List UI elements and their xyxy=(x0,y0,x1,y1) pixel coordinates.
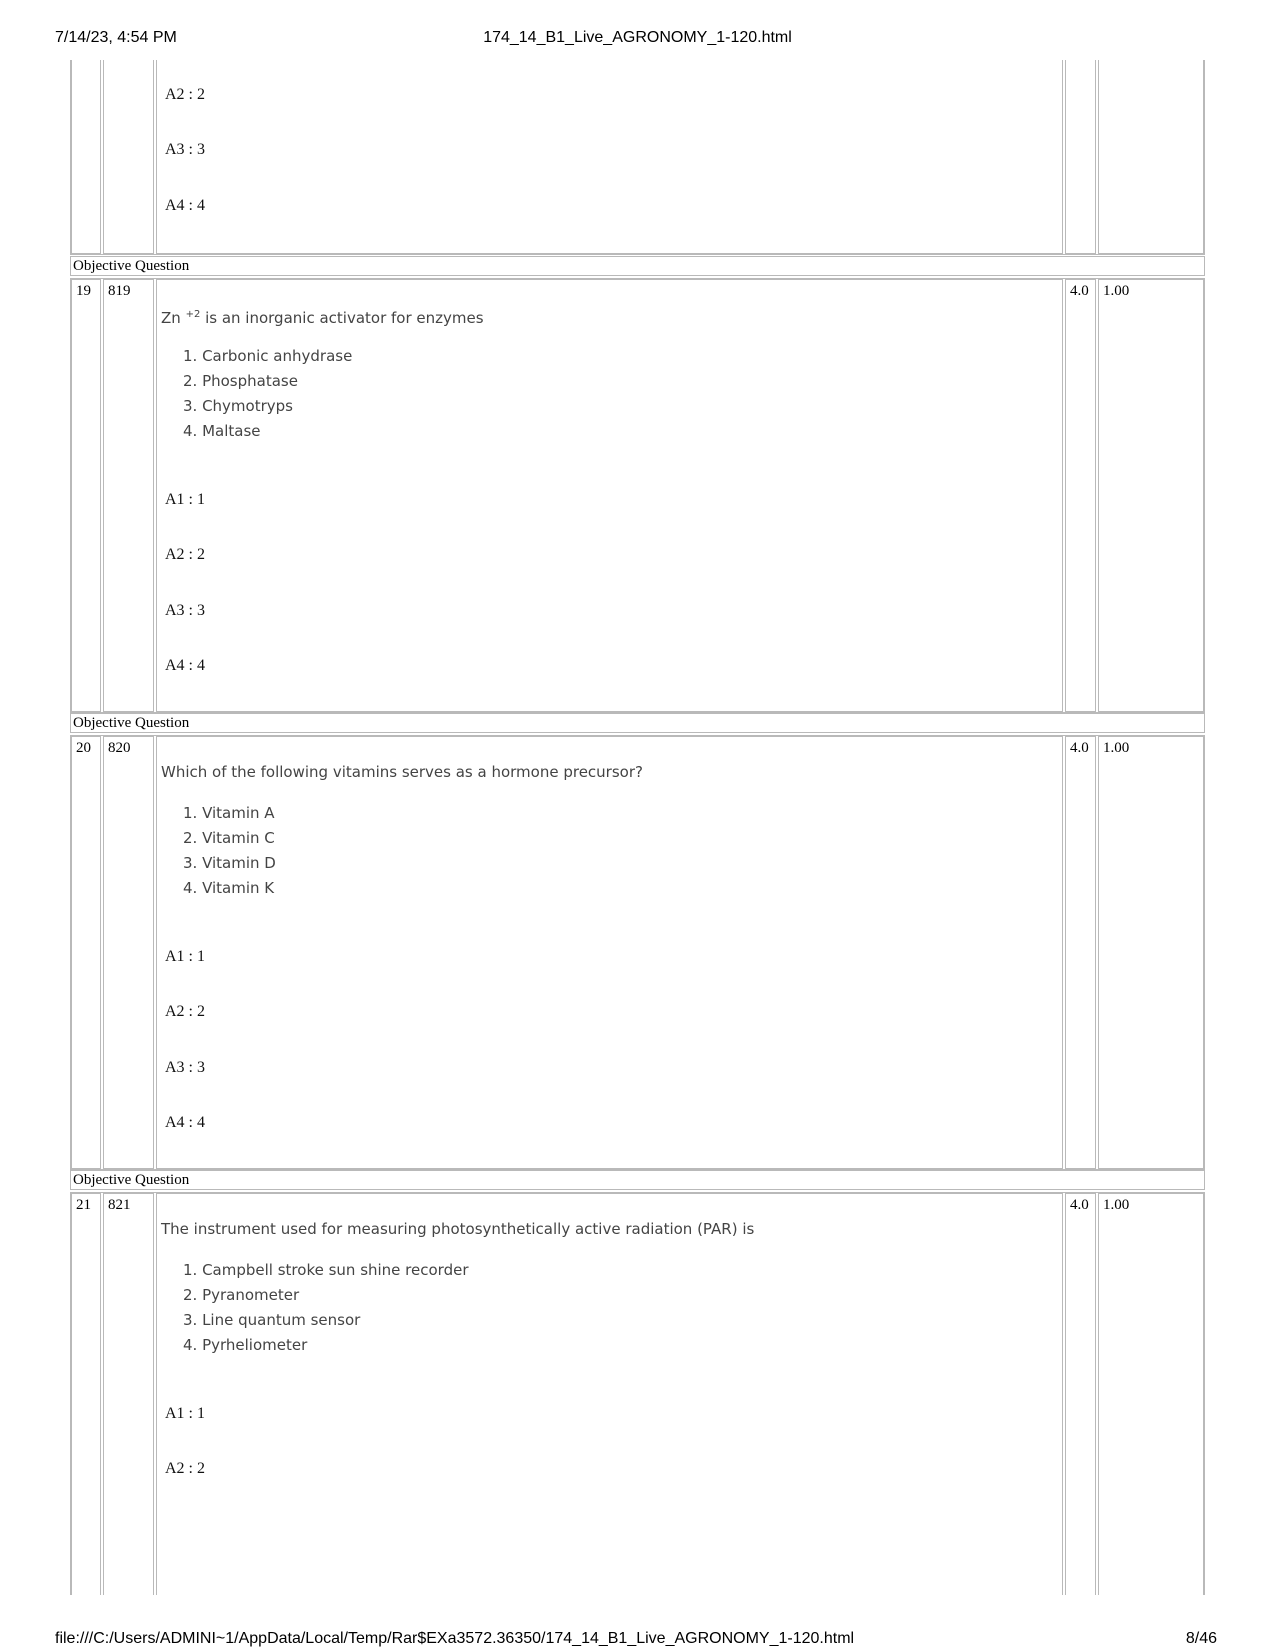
question-id: 820 xyxy=(108,740,131,756)
print-datetime: 7/14/23, 4:54 PM xyxy=(55,29,177,46)
marks-value: 4.0 xyxy=(1070,740,1089,756)
option-item: 2. Vitamin C xyxy=(183,829,275,847)
negative-marks-value: 1.00 xyxy=(1103,740,1130,756)
answer-option-4: A4 : 4 xyxy=(165,1114,205,1131)
option-item: 4. Maltase xyxy=(183,422,261,440)
answer-option-1: A1 : 1 xyxy=(165,1405,205,1422)
answer-option-3: A3 : 3 xyxy=(165,141,205,158)
question-block-previous xyxy=(70,60,1205,255)
option-item: 3. Line quantum sensor xyxy=(183,1311,361,1329)
serial-cell xyxy=(71,60,101,254)
option-item: 1. Campbell stroke sun shine recorder xyxy=(183,1261,469,1279)
negative-marks-cell xyxy=(1098,1193,1204,1595)
negative-marks-cell xyxy=(1098,60,1204,254)
serial-cell xyxy=(71,736,101,1169)
question-table xyxy=(70,60,1205,1595)
answer-option-1: A1 : 1 xyxy=(165,491,205,508)
question-id-cell xyxy=(103,736,154,1169)
marks-value: 4.0 xyxy=(1070,283,1089,299)
question-id: 819 xyxy=(108,283,131,299)
question-text: Zn $^{+2}$ is an inorganic activator for enzymes xyxy=(161,309,484,327)
print-document-title: 174_14_B1_Live_AGRONOMY_1-120.html xyxy=(483,29,792,46)
question-block-19 xyxy=(70,278,1205,713)
question-text: Which of the following vitamins serves as a hormone precursor? xyxy=(161,763,643,781)
question-id-cell xyxy=(103,1193,154,1595)
option-item: 2. Pyranometer xyxy=(183,1286,300,1304)
option-item: 4. Pyrheliometer xyxy=(183,1336,308,1354)
print-file-path: file:///C:/Users/ADMINI~1/AppData/Local/Temp/Rar$EXa3572.36350/174_14_B1_Live_AGRONOMY_1-120.html xyxy=(55,1630,855,1647)
question-text: The instrument used for measuring photosynthetically active radiation (PAR) is xyxy=(161,1220,755,1238)
marks-cell xyxy=(1065,279,1096,712)
question-block-20 xyxy=(70,735,1205,1170)
superscript: +2 xyxy=(185,309,201,320)
marks-value: 4.0 xyxy=(1070,1197,1089,1213)
section-label: Objective Question xyxy=(73,258,190,274)
option-item: 1. Carbonic anhydrase xyxy=(183,347,353,365)
answer-option-4: A4 : 4 xyxy=(165,197,205,214)
section-label-row xyxy=(70,256,1205,276)
answer-option-2: A2 : 2 xyxy=(165,1460,205,1477)
negative-marks-value: 1.00 xyxy=(1103,1197,1130,1213)
answer-option-3: A3 : 3 xyxy=(165,1059,205,1076)
marks-cell xyxy=(1065,736,1096,1169)
section-label: Objective Question xyxy=(73,1172,190,1188)
print-header xyxy=(0,29,1275,51)
answer-option-4: A4 : 4 xyxy=(165,657,205,674)
marks-cell xyxy=(1065,1193,1096,1595)
serial-cell xyxy=(71,279,101,712)
question-id-cell xyxy=(103,60,154,254)
negative-marks-cell xyxy=(1098,279,1204,712)
negative-marks-value: 1.00 xyxy=(1103,283,1130,299)
section-label-row xyxy=(70,713,1205,733)
print-page-number: 8/46 xyxy=(1185,1630,1217,1647)
answer-option-2: A2 : 2 xyxy=(165,546,205,563)
marks-cell xyxy=(1065,60,1096,254)
question-id: 821 xyxy=(108,1197,131,1213)
question-content-cell xyxy=(156,60,1063,254)
serial-number: 19 xyxy=(76,283,91,299)
answer-option-2: A2 : 2 xyxy=(165,86,205,103)
question-content-cell xyxy=(156,736,1063,1169)
question-content-cell xyxy=(156,1193,1063,1595)
question-id-cell xyxy=(103,279,154,712)
option-list xyxy=(183,1258,469,1358)
option-list xyxy=(183,344,352,444)
serial-cell xyxy=(71,1193,101,1595)
option-item: 4. Vitamin K xyxy=(183,879,275,897)
print-footer xyxy=(0,1630,1275,1652)
section-label-row xyxy=(70,1170,1205,1190)
question-block-21 xyxy=(70,1192,1205,1595)
serial-number: 21 xyxy=(76,1197,91,1213)
section-label: Objective Question xyxy=(73,715,190,731)
serial-number: 20 xyxy=(76,740,91,756)
option-item: 3. Vitamin D xyxy=(183,854,276,872)
option-item: 2. Phosphatase xyxy=(183,372,298,390)
negative-marks-cell xyxy=(1098,736,1204,1169)
answer-option-1: A1 : 1 xyxy=(165,948,205,965)
option-item: 1. Vitamin A xyxy=(183,804,275,822)
answer-option-2: A2 : 2 xyxy=(165,1003,205,1020)
option-list xyxy=(183,801,276,901)
answer-option-3: A3 : 3 xyxy=(165,602,205,619)
question-content-cell xyxy=(156,279,1063,712)
option-item: 3. Chymotryps xyxy=(183,397,293,415)
